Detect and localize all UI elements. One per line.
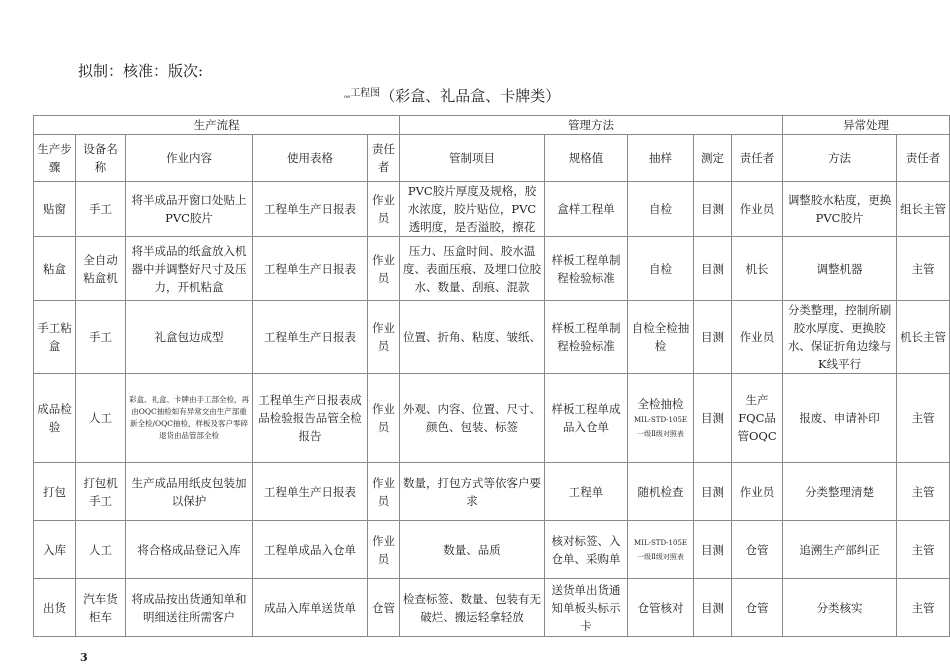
cell-handle-owner: 主管 (897, 463, 950, 521)
title-main: （彩盒、礼品盒、卡牌类） (380, 87, 561, 105)
cell-content: 将成品按出货通知单和明细送往所需客户 (126, 579, 253, 637)
cell-measure: 目测 (694, 237, 732, 301)
sampling-standard-note: MIL-STD-105E一级Ⅱ级对照表 (634, 416, 688, 438)
cell-method-owner: 作业员 (732, 463, 783, 521)
cell-equipment: 手工 (76, 182, 126, 237)
cell-content: 彩盒、礼盒、卡牌由手工部全检，再由OQC抽检如有异常交由生产部重新全检/OQC抽检，样板及客户零碎退货由品管部全检 (126, 374, 253, 463)
col-handle-owner: 责任者 (897, 135, 950, 182)
cell-handle: 追溯生产部纠正 (783, 521, 897, 579)
cell-method-owner: 生产FQC品管OQC (732, 374, 783, 463)
cell-measure: 目测 (694, 301, 732, 374)
sampling-text: 全检抽检 (637, 397, 684, 411)
col-form: 使用表格 (253, 135, 368, 182)
cell-form: 工程单生产日报表 (253, 237, 368, 301)
cell-handle-owner: 主管 (897, 579, 950, 637)
cell-step: 粘盒 (34, 237, 76, 301)
cell-method-owner: 仓管 (732, 521, 783, 579)
cell-item: 位置、折角、粘度、皱纸、 (400, 301, 545, 374)
cell-equipment: 全自动粘盒机 (76, 237, 126, 301)
cell-measure: 目测 (694, 463, 732, 521)
cell-method-owner: 仓管 (732, 579, 783, 637)
cell-measure: 目测 (694, 374, 732, 463)
cell-handle: 分类核实 (783, 579, 897, 637)
cell-handle-owner: 机长主管 (897, 301, 950, 374)
cell-spec: 样板工程单制程检验标准 (545, 237, 628, 301)
cell-step: 贴窗 (34, 182, 76, 237)
col-spec: 规格值 (545, 135, 628, 182)
cell-item: 数量，打包方式等依客户要求 (400, 463, 545, 521)
cell-content: 生产成品用纸皮包装加以保护 (126, 463, 253, 521)
cell-handle: 分类整理清楚 (783, 463, 897, 521)
sampling-standard-note: MIL-STD-105E一级Ⅱ级对照表 (634, 538, 688, 561)
cell-spec: 样板工程单成品入仓单 (545, 374, 628, 463)
cell-method-owner: 作业员 (732, 301, 783, 374)
cell-equipment: 手工 (76, 301, 126, 374)
cell-item: 数量、品质 (400, 521, 545, 579)
cell-step: 手工粘盒 (34, 301, 76, 374)
cell-handle-owner: 主管 (897, 237, 950, 301)
cell-form: 工程单生产日报表 (253, 301, 368, 374)
table-row (34, 182, 950, 237)
cell-item: PVC胶片厚度及规格，胶水浓度，胶片贴位，PVC透明度，是否溢胶，擦花 (400, 182, 545, 237)
cell-content: 将半成品开窗口处贴上PVC胶片 (126, 182, 253, 237)
cell-handle-owner: 主管 (897, 374, 950, 463)
cell-equipment: 人工 (76, 521, 126, 579)
cell-method-owner: 作业员 (732, 182, 783, 237)
cell-handle: 分类整理，控制所刷胶水厚度、更换胶水、保证折角边缘与K线平行 (783, 301, 897, 374)
cell-form: 工程单生产日报表 (253, 182, 368, 237)
cell-form: 工程单生产日报表 (253, 463, 368, 521)
col-sampling: 抽样 (628, 135, 694, 182)
cell-owner: 作业员 (368, 301, 400, 374)
document-title (344, 84, 560, 106)
cell-equipment: 人工 (76, 374, 126, 463)
cell-content: 将半成品的纸盒放入机器中并调整好尺寸及压力，开机粘盒 (126, 237, 253, 301)
col-handle: 方法 (783, 135, 897, 182)
cell-form: 工程单生产日报表成品检验报告品管全检报告 (253, 374, 368, 463)
cell-measure: 目测 (694, 579, 732, 637)
table-row (34, 237, 950, 301)
cell-sampling: 随机检查 (628, 463, 694, 521)
cell-content: 将合格成品登记入库 (126, 521, 253, 579)
cell-step: 成品检验 (34, 374, 76, 463)
table-row (34, 301, 950, 374)
cell-handle: 调整机器 (783, 237, 897, 301)
column-header-row (34, 135, 950, 182)
cell-sampling (628, 521, 694, 579)
cell-item: 压力、压盒时间、胶水温度、表面压痕、及埋口位胶水、数量、刮痕、混款 (400, 237, 545, 301)
document-meta-line: 拟制：核准：版次: (78, 62, 204, 80)
cell-measure: 目测 (694, 521, 732, 579)
cell-form: 工程单成品入仓单 (253, 521, 368, 579)
col-step: 生产步骤 (34, 135, 76, 182)
cell-content: 礼盒包边成型 (126, 301, 253, 374)
col-measure: 测定 (694, 135, 732, 182)
cell-sampling (628, 374, 694, 463)
table-row (34, 374, 950, 463)
table-row (34, 521, 950, 579)
cell-sampling: 自检全检抽检 (628, 301, 694, 374)
cell-owner: 作业员 (368, 521, 400, 579)
col-owner: 责任者 (368, 135, 400, 182)
cell-sampling: 仓管核对 (628, 579, 694, 637)
cell-owner: 作业员 (368, 182, 400, 237)
group-header-row (34, 116, 950, 135)
cell-form: 成品入库单送货单 (253, 579, 368, 637)
title-small: 工程图 (350, 88, 381, 99)
cell-handle-owner: 组长主管 (897, 182, 950, 237)
title-prefix: ₒₑ (344, 91, 351, 100)
table-row (34, 463, 950, 521)
cell-spec: 送货单出货通知单板头标示卡 (545, 579, 628, 637)
cell-spec: 样板工程单制程检验标准 (545, 301, 628, 374)
col-equipment: 设备名称 (76, 135, 126, 182)
cell-step: 入库 (34, 521, 76, 579)
table-row (34, 579, 950, 637)
cell-spec: 核对标签、入仓单、采购单 (545, 521, 628, 579)
group-exception: 异常处理 (783, 116, 950, 135)
cell-step: 打包 (34, 463, 76, 521)
cell-sampling: 自检 (628, 237, 694, 301)
col-method-owner: 责任者 (732, 135, 783, 182)
cell-spec: 盒样工程单 (545, 182, 628, 237)
page-number: 3 (80, 651, 88, 664)
cell-owner: 作业员 (368, 237, 400, 301)
cell-owner: 作业员 (368, 374, 400, 463)
cell-equipment: 汽车货柜车 (76, 579, 126, 637)
cell-handle-owner: 主管 (897, 521, 950, 579)
cell-measure: 目测 (694, 182, 732, 237)
cell-sampling: 自检 (628, 182, 694, 237)
cell-handle: 报废、申请补印 (783, 374, 897, 463)
cell-item: 检查标签、数量、包装有无破烂、搬运轻拿轻放 (400, 579, 545, 637)
group-method: 管理方法 (400, 116, 783, 135)
col-item: 管制项目 (400, 135, 545, 182)
group-flow: 生产流程 (34, 116, 400, 135)
process-table (33, 115, 950, 637)
cell-owner: 作业员 (368, 463, 400, 521)
cell-owner: 仓管 (368, 579, 400, 637)
cell-spec: 工程单 (545, 463, 628, 521)
cell-equipment: 打包机手工 (76, 463, 126, 521)
cell-method-owner: 机长 (732, 237, 783, 301)
cell-handle: 调整胶水粘度，更换PVC胶片 (783, 182, 897, 237)
cell-step: 出货 (34, 579, 76, 637)
cell-item: 外观、内容、位置、尺寸、颜色、包装、标签 (400, 374, 545, 463)
col-content: 作业内容 (126, 135, 253, 182)
